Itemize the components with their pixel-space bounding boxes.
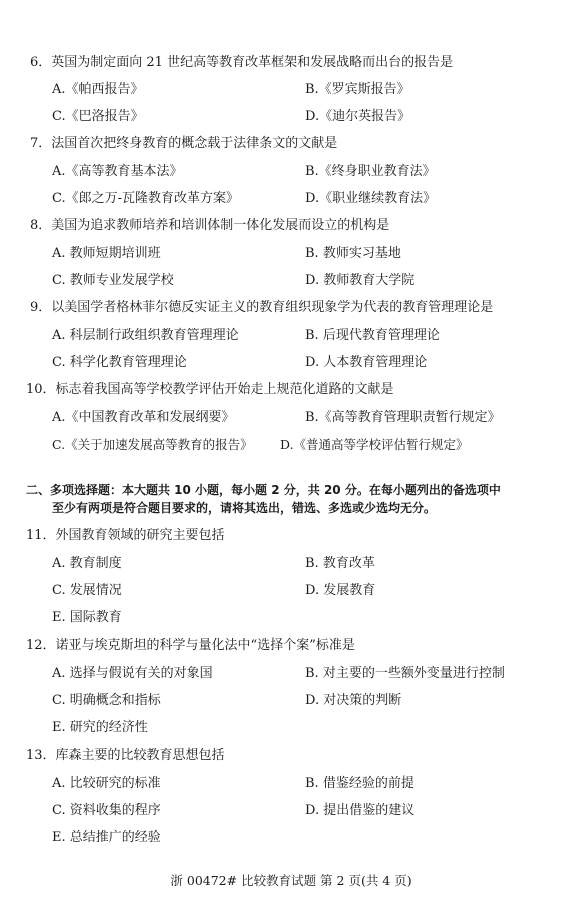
question-7-stem: 7．法国首次把终身教育的概念载于法律条文的文献是	[30, 136, 338, 151]
section-2-heading-line-2: 至少有两项是符合题目要求的，请将其选出，错选、多选或少选均无分。	[52, 501, 437, 515]
question-7-option-a: A.《高等教育基本法》	[52, 164, 183, 179]
question-11-stem: 11．外国教育领域的研究主要包括	[26, 528, 225, 543]
question-7-option-c: C.《郎之万-瓦隆教育改革方案》	[52, 191, 240, 206]
section-2-heading-line-1: 二、多项选择题：本大题共 10 小题，每小题 2 分，共 20 分。在每小题列出的备选项中	[26, 483, 501, 497]
question-13-option-d: D. 提出借鉴的建议	[305, 803, 415, 818]
question-6-option-d: D.《迪尔英报告》	[305, 109, 411, 124]
question-13-option-c: C. 资料收集的程序	[52, 803, 161, 818]
question-11-option-d: D. 发展教育	[305, 583, 376, 598]
question-11-option-a: A. 教育制度	[52, 556, 122, 571]
question-10-stem: 10．标志着我国高等学校教学评估开始走上规范化道路的文献是	[26, 382, 394, 397]
question-10-option-a: A.《中国教育改革和发展纲要》	[52, 410, 235, 425]
page-footer: 浙 00472# 比较教育试题 第 2 页(共 4 页)	[170, 873, 412, 888]
question-13-option-e: E. 总结推广的经验	[52, 830, 161, 845]
question-11-option-b: B. 教育改革	[305, 556, 375, 571]
question-7-option-d: D.《职业继续教育法》	[305, 191, 437, 206]
question-12-option-d: D. 对决策的判断	[305, 693, 402, 708]
question-13-stem: 13．库森主要的比较教育思想包括	[26, 748, 225, 763]
question-12-option-c: C. 明确概念和指标	[52, 693, 161, 708]
question-12-option-e: E. 研究的经济性	[52, 720, 148, 735]
question-10-option-c: C.《关于加速发展高等教育的报告》	[52, 437, 253, 452]
question-13-option-b: B. 借鉴经验的前提	[305, 776, 414, 791]
question-9-option-a: A. 科层制行政组织教育管理理论	[52, 328, 239, 343]
question-9-stem: 9．以美国学者格林菲尔德反实证主义的教育组织现象学为代表的教育管理理论是	[30, 300, 494, 315]
question-9-option-b: B. 后现代教育管理理论	[305, 328, 440, 343]
question-12-option-b: B. 对主要的一些额外变量进行控制	[305, 666, 505, 681]
question-12-stem: 12．诺亚与埃克斯坦的科学与量化法中“选择个案”标准是	[26, 638, 355, 653]
question-12-option-a: A. 选择与假说有关的对象国	[52, 666, 213, 681]
question-8-option-c: C. 教师专业发展学校	[52, 273, 174, 288]
question-6-option-b: B.《罗宾斯报告》	[305, 82, 410, 97]
question-8-option-d: D. 教师教育大学院	[305, 273, 415, 288]
question-6-option-c: C.《巴洛报告》	[52, 109, 144, 124]
question-6-stem: 6．英国为制定面向 21 世纪高等教育改革框架和发展战略而出台的报告是	[30, 55, 454, 70]
question-13-option-a: A. 比较研究的标准	[52, 776, 161, 791]
question-11-option-c: C. 发展情况	[52, 583, 122, 598]
question-9-option-c: C. 科学化教育管理理论	[52, 355, 187, 370]
question-11-option-e: E. 国际教育	[52, 610, 122, 625]
question-8-option-a: A. 教师短期培训班	[52, 246, 161, 261]
question-8-option-b: B. 教师实习基地	[305, 246, 401, 261]
question-7-option-b: B.《终身职业教育法》	[305, 164, 436, 179]
question-6-option-a: A.《帕西报告》	[52, 82, 144, 97]
question-10-option-d: D.《普通高等学校评估暂行规定》	[280, 437, 469, 452]
question-9-option-d: D. 人本教育管理理论	[305, 355, 428, 370]
question-10-option-b: B.《高等教育管理职责暂行规定》	[305, 410, 501, 425]
question-8-stem: 8．美国为追求教师培养和培训体制一体化发展而设立的机构是	[30, 218, 390, 233]
